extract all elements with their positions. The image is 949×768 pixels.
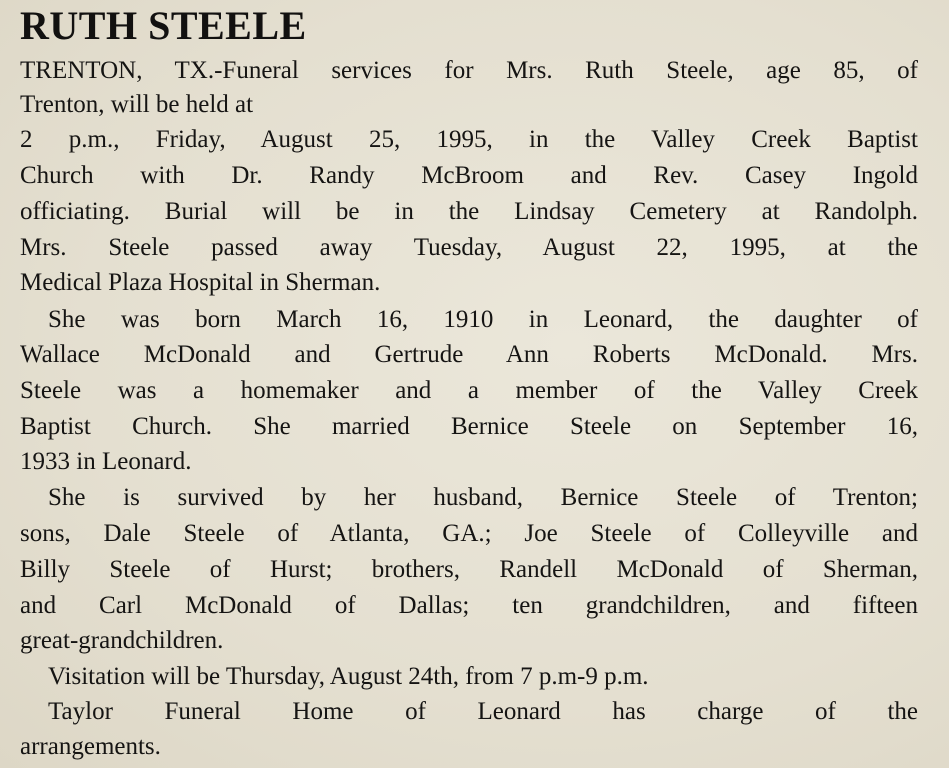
text-line: She was born March 16, 1910 in Leonard, the daughter of: [48, 306, 918, 333]
text-line: Baptist Church. She married Bernice Steele on September 16,: [20, 413, 918, 440]
text-line: Billy Steele of Hurst; brothers, Randell McDonald of Sherman,: [20, 556, 918, 583]
text-line: great-grandchildren.: [20, 627, 224, 654]
text-line: officiating. Burial will be in the Lindsay Cemetery at Randolph.: [20, 198, 918, 225]
text-line: sons, Dale Steele of Atlanta, GA.; Joe Steele of Colleyville and: [20, 520, 918, 547]
text-line: Taylor Funeral Home of Leonard has charge of the: [48, 698, 918, 725]
text-line: TRENTON, TX.-Funeral services for Mrs. Ruth Steele, age 85, of: [20, 57, 918, 84]
text-line: and Carl McDonald of Dallas; ten grandchildren, and fifteen: [20, 592, 918, 619]
text-line: Visitation will be Thursday, August 24th, from 7 p.m-9 p.m.: [48, 663, 649, 690]
text-line: 2 p.m., Friday, August 25, 1995, in the Valley Creek Baptist: [20, 126, 918, 153]
text-line: Trenton, will be held at: [20, 91, 254, 118]
text-line: Church with Dr. Randy McBroom and Rev. Casey Ingold: [20, 162, 918, 189]
obituary-headline: RUTH STEELE: [20, 3, 307, 48]
text-line: She is survived by her husband, Bernice Steele of Trenton;: [48, 484, 918, 511]
text-line: 1933 in Leonard.: [20, 448, 192, 475]
text-line: Mrs. Steele passed away Tuesday, August 22, 1995, at the: [20, 234, 918, 261]
text-line: arrangements.: [20, 733, 161, 760]
text-line: Wallace McDonald and Gertrude Ann Roberts McDonald. Mrs.: [20, 341, 918, 368]
text-line: Steele was a homemaker and a member of the Valley Creek: [20, 377, 918, 404]
text-line: Medical Plaza Hospital in Sherman.: [20, 269, 381, 296]
